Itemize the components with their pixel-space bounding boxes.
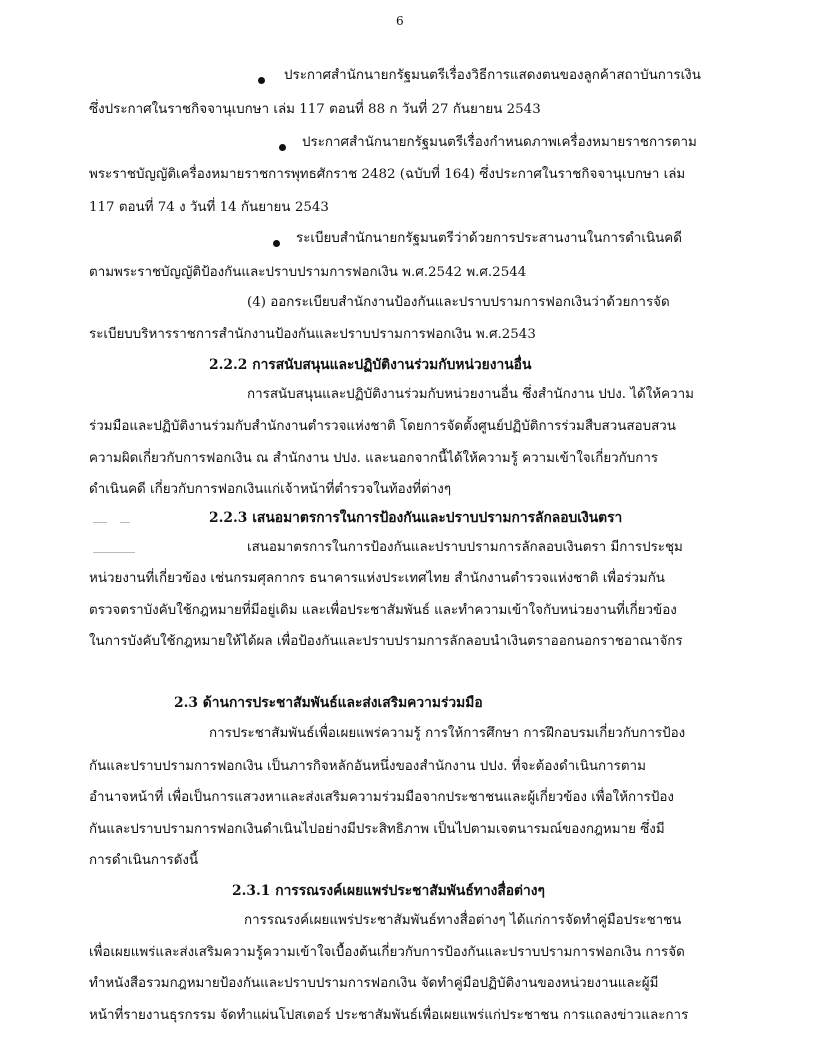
paragraph-line: พระราชบัญญัติเครื่องหมายราชการพุทธศักราช 2482 (ฉบับที่ 164) ซึ่งประกาศในราชกิจจานุเบกษา เล่ม bbox=[89, 167, 686, 182]
section-heading-2-2-3: 2.2.3 เสนอมาตรการในการป้องกันและปราบปรามการลักลอบเงินตรา bbox=[209, 510, 623, 526]
bullet-icon bbox=[279, 144, 286, 151]
bullet-icon bbox=[258, 77, 265, 84]
bullet-icon bbox=[273, 240, 280, 247]
section-heading-2-3-1: 2.3.1 การรณรงค์เผยแพร่ประชาสัมพันธ์ทางสื่อต่างๆ bbox=[232, 883, 545, 899]
bullet-item-line: ประกาศสำนักนายกรัฐมนตรีเรื่องวิธีการแสดงตนของลูกค้าสถาบันการเงิน bbox=[284, 68, 701, 83]
page-number: 6 bbox=[396, 14, 404, 28]
section-heading-2-2-2: 2.2.2 การสนับสนุนและปฏิบัติงานร่วมกับหน่วยงานอื่น bbox=[209, 357, 532, 373]
paragraph-line: หน้าที่รายงานธุรกรรม จัดทำแผ่นโปสเตอร์ ประชาสัมพันธ์เพื่อเผยแพร่แก่ประชาชน การแถลงข่าวและการ bbox=[89, 1008, 689, 1023]
paragraph-line: หน่วยงานที่เกี่ยวข้อง เช่นกรมศุลกากร ธนาคารแห่งประเทศไทย สำนักงานตำรวจแห่งชาติ เพื่อร่วมกัน bbox=[89, 571, 665, 586]
paragraph-line: ทำหนังสือรวมกฎหมายป้องกันและปราบปรามการฟอกเงิน จัดทำคู่มือปฏิบัติงานของหน่วยงานและผู้มี bbox=[89, 976, 659, 991]
bullet-item-line: ระเบียบสำนักนายกรัฐมนตรีว่าด้วยการประสานงานในการดำเนินคดี bbox=[296, 231, 682, 246]
paragraph-line: ตามพระราชบัญญัติป้องกันและปราบปรามการฟอกเงิน พ.ศ.2542 พ.ศ.2544 bbox=[89, 265, 527, 280]
paragraph-line: กันและปราบปรามการฟอกเงิน เป็นภารกิจหลักอันหนึ่งของสำนักงาน ปปง. ที่จะต้องดำเนินการตาม bbox=[89, 759, 646, 774]
paragraph-line: การรณรงค์เผยแพร่ประชาสัมพันธ์ทางสื่อต่างๆ ได้แก่การจัดทำคู่มือประชาชน bbox=[244, 913, 682, 928]
paragraph-line: ระเบียบบริหารราชการสำนักงานป้องกันและปราบปรามการฟอกเงิน พ.ศ.2543 bbox=[89, 327, 536, 342]
scan-speck bbox=[93, 522, 107, 523]
paragraph-line: ซึ่งประกาศในราชกิจจานุเบกษา เล่ม 117 ตอนที่ 88 ก วันที่ 27 กันยายน 2543 bbox=[89, 102, 541, 117]
paragraph-line: การดำเนินการดังนี้ bbox=[89, 853, 199, 868]
paragraph-line: กันและปราบปรามการฟอกเงินดำเนินไปอย่างมีประสิทธิภาพ เป็นไปตามเจตนารมณ์ของกฎหมาย ซึ่งมี bbox=[89, 822, 665, 837]
paragraph-line: ดำเนินคดี เกี่ยวกับการฟอกเงินแก่เจ้าหน้าที่ตำรวจในท้องที่ต่างๆ bbox=[89, 482, 452, 497]
paragraph-line: การประชาสัมพันธ์เพื่อเผยแพร่ความรู้ การให้การศึกษา การฝึกอบรมเกี่ยวกับการป้อง bbox=[209, 726, 686, 741]
paragraph-line: อำนาจหน้าที่ เพื่อเป็นการแสวงหาและส่งเสริมความร่วมมือจากประชาชนและผู้เกี่ยวข้อง เพื่อให้การป้อง bbox=[89, 790, 674, 805]
scan-speck bbox=[120, 522, 130, 523]
numbered-item-line: (4) ออกระเบียบสำนักงานป้องกันและปราบปรามการฟอกเงินว่าด้วยการจัด bbox=[247, 295, 670, 310]
paragraph-line: 117 ตอนที่ 74 ง วันที่ 14 กันยายน 2543 bbox=[89, 200, 329, 215]
paragraph-line: เพื่อเผยแพร่และส่งเสริมความรู้ความเข้าใจเบื้องต้นเกี่ยวกับการป้องกันและปราบปรามการฟอกเงิน การจัด bbox=[89, 945, 685, 960]
paragraph-line: ร่วมมือและปฏิบัติงานร่วมกับสำนักงานตำรวจแห่งชาติ โดยการจัดตั้งศูนย์ปฏิบัติการร่วมสืบสวนสอบสวน bbox=[89, 419, 676, 434]
paragraph-line: เสนอมาตรการในการป้องกันและปราบปรามการลักลอบเงินตรา มีการประชุม bbox=[247, 540, 683, 555]
scan-speck bbox=[93, 552, 135, 553]
paragraph-line: ตรวจตราบังคับใช้กฎหมายที่มีอยู่เดิม และเพื่อประชาสัมพันธ์ และทำความเข้าใจกับหน่วยงานที่เกี่ยวข้อง bbox=[89, 603, 677, 618]
bullet-item-line: ประกาศสำนักนายกรัฐมนตรีเรื่องกำหนดภาพเครื่องหมายราชการตาม bbox=[302, 135, 697, 150]
paragraph-line: การสนับสนุนและปฏิบัติงานร่วมกับหน่วยงานอื่น ซึ่งสำนักงาน ปปง. ได้ให้ความ bbox=[247, 387, 694, 402]
paragraph-line: ความผิดเกี่ยวกับการฟอกเงิน ณ สำนักงาน ปปง. และนอกจากนี้ได้ให้ความรู้ ความเข้าใจเกี่ยวกับการ bbox=[89, 451, 659, 466]
section-heading-2-3: 2.3 ด้านการประชาสัมพันธ์และส่งเสริมความร่วมมือ bbox=[174, 695, 483, 711]
paragraph-line: ในการบังคับใช้กฎหมายให้ได้ผล เพื่อป้องกันและปราบปรามการลักลอบนำเงินตราออกนอกราชอาณาจักร bbox=[89, 634, 683, 649]
